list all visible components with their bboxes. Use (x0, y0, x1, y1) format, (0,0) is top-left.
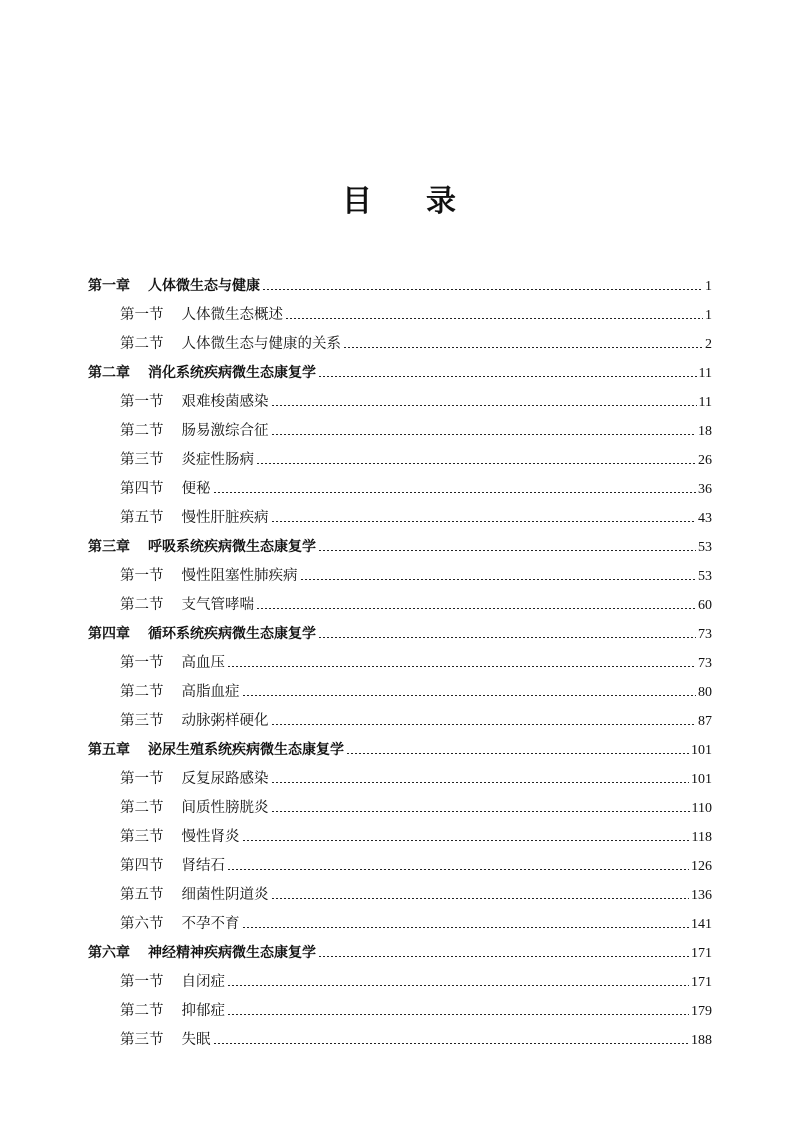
toc-entry-number: 第一节 (120, 394, 164, 410)
toc-entry-label (120, 968, 225, 997)
toc-entry-number: 第四章 (88, 626, 130, 642)
dot-leader (213, 492, 697, 493)
toc-entry-title: 慢性肝脏疾病 (181, 510, 269, 526)
toc-entry-title: 人体微生态与健康 (148, 278, 260, 294)
toc-section-entry[interactable] (88, 446, 712, 475)
toc-section-entry[interactable] (88, 591, 712, 620)
toc-page-number: 11 (698, 395, 712, 410)
toc-entry-label (88, 272, 260, 301)
toc-entry-title: 自闭症 (181, 974, 225, 990)
toc-section-entry[interactable] (88, 997, 712, 1026)
toc-entry-number: 第三节 (120, 452, 164, 468)
dot-leader (227, 869, 689, 870)
dot-leader (271, 782, 690, 783)
dot-leader (285, 318, 703, 319)
toc-page-number: 53 (698, 569, 712, 584)
toc-page-number: 18 (698, 424, 712, 439)
toc-entry-label (120, 301, 283, 330)
toc-entry-title: 间质性膀胱炎 (181, 800, 269, 816)
dot-leader (271, 811, 690, 812)
toc-entry-number: 第一节 (120, 307, 164, 323)
toc-page-number: 53 (698, 540, 712, 555)
toc-entry-title: 循环系统疾病微生态康复学 (148, 626, 316, 642)
toc-page-number: 11 (698, 366, 712, 381)
toc-section-entry[interactable] (88, 794, 712, 823)
toc-entry-number: 第二节 (120, 684, 164, 700)
toc-entry-label (120, 417, 269, 446)
toc-page-number: 101 (691, 743, 712, 758)
dot-leader (271, 434, 697, 435)
dot-leader (213, 1043, 690, 1044)
toc-entry-number: 第一节 (120, 568, 164, 584)
toc-page-number: 73 (698, 627, 712, 642)
toc-page-number: 73 (698, 656, 712, 671)
toc-section-entry[interactable] (88, 649, 712, 678)
toc-entry-label (120, 910, 240, 939)
toc-section-entry[interactable] (88, 330, 712, 359)
toc-entry-label (120, 1026, 211, 1055)
toc-page-number: 179 (691, 1004, 712, 1019)
toc-section-entry[interactable] (88, 475, 712, 504)
dot-leader (242, 840, 690, 841)
dot-leader (256, 463, 696, 464)
toc-section-entry[interactable] (88, 852, 712, 881)
toc-entry-label (120, 707, 269, 736)
toc-page-number: 136 (691, 888, 712, 903)
toc-page-number: 110 (691, 801, 712, 816)
toc-section-entry[interactable] (88, 910, 712, 939)
toc-section-entry[interactable] (88, 388, 712, 417)
dot-leader (271, 898, 690, 899)
toc-page-number: 126 (691, 859, 712, 874)
dot-leader (227, 666, 696, 667)
toc-page-number: 141 (691, 917, 712, 932)
toc-section-entry[interactable] (88, 823, 712, 852)
toc-entry-label (88, 620, 316, 649)
toc-page-number: 1 (705, 279, 712, 294)
toc-entry-label (120, 881, 269, 910)
toc-section-entry[interactable] (88, 678, 712, 707)
dot-leader (318, 956, 689, 957)
toc-chapter-entry[interactable] (88, 620, 712, 649)
dot-leader (271, 521, 697, 522)
toc-entry-title: 反复尿路感染 (181, 771, 269, 787)
dot-leader (318, 637, 696, 638)
toc-entry-title: 炎症性肠病 (181, 452, 254, 468)
toc-entry-number: 第三节 (120, 1032, 164, 1048)
page-title (0, 176, 800, 220)
toc-entry-title: 人体微生态与健康的关系 (181, 336, 341, 352)
dot-leader (242, 927, 690, 928)
toc-entry-title: 高血压 (181, 655, 225, 671)
toc-entry-number: 第六节 (120, 916, 164, 932)
toc-chapter-entry[interactable] (88, 736, 712, 765)
toc-entry-label (88, 359, 316, 388)
toc-entry-number: 第三节 (120, 713, 164, 729)
table-of-contents (88, 272, 712, 1055)
toc-entry-number: 第一节 (120, 974, 164, 990)
toc-section-entry[interactable] (88, 301, 712, 330)
toc-section-entry[interactable] (88, 1026, 712, 1055)
toc-entry-label (120, 649, 225, 678)
toc-chapter-entry[interactable] (88, 939, 712, 968)
toc-page-number: 43 (698, 511, 712, 526)
dot-leader (262, 289, 703, 290)
toc-entry-number: 第四节 (120, 858, 164, 874)
toc-entry-title: 失眠 (181, 1032, 211, 1048)
toc-section-entry[interactable] (88, 417, 712, 446)
title-char-1: 目 (342, 184, 374, 219)
toc-entry-label (120, 504, 269, 533)
toc-entry-label (88, 736, 344, 765)
toc-entry-title: 便秘 (181, 481, 211, 497)
toc-entry-title: 泌尿生殖系统疾病微生态康复学 (148, 742, 344, 758)
toc-chapter-entry[interactable] (88, 272, 712, 301)
dot-leader (227, 985, 689, 986)
toc-page-number: 188 (691, 1033, 712, 1048)
toc-entry-label (120, 591, 254, 620)
toc-entry-title: 细菌性阴道炎 (181, 887, 269, 903)
toc-section-entry[interactable] (88, 504, 712, 533)
toc-entry-title: 支气管哮喘 (181, 597, 254, 613)
toc-page-number: 171 (691, 946, 712, 961)
toc-entry-label (120, 765, 269, 794)
toc-entry-number: 第二节 (120, 597, 164, 613)
toc-entry-number: 第五节 (120, 887, 164, 903)
dot-leader (242, 695, 697, 696)
toc-entry-title: 抑郁症 (181, 1003, 225, 1019)
toc-page-number: 118 (691, 830, 712, 845)
title-char-2: 录 (426, 184, 458, 219)
dot-leader (318, 376, 697, 377)
toc-page-number: 60 (698, 598, 712, 613)
toc-entry-label (120, 330, 341, 359)
dot-leader (318, 550, 696, 551)
toc-entry-label (120, 794, 269, 823)
toc-section-entry[interactable] (88, 707, 712, 736)
dot-leader (256, 608, 696, 609)
toc-entry-number: 第一节 (120, 655, 164, 671)
toc-entry-number: 第五节 (120, 510, 164, 526)
toc-entry-label (120, 852, 225, 881)
toc-entry-label (120, 562, 298, 591)
toc-section-entry[interactable] (88, 562, 712, 591)
toc-entry-title: 肠易激综合征 (181, 423, 269, 439)
toc-entry-number: 第一节 (120, 771, 164, 787)
toc-page-number: 2 (705, 337, 712, 352)
toc-page-number: 1 (705, 308, 712, 323)
dot-leader (346, 753, 689, 754)
toc-entry-title: 肾结石 (181, 858, 225, 874)
toc-section-entry[interactable] (88, 968, 712, 997)
toc-page-number: 26 (698, 453, 712, 468)
toc-entry-number: 第三章 (88, 539, 130, 555)
toc-entry-title: 慢性阻塞性肺疾病 (181, 568, 298, 584)
toc-entry-number: 第四节 (120, 481, 164, 497)
toc-entry-number: 第二节 (120, 423, 164, 439)
toc-page-number: 171 (691, 975, 712, 990)
toc-entry-label (88, 939, 316, 968)
toc-chapter-entry[interactable] (88, 533, 712, 562)
toc-section-entry[interactable] (88, 881, 712, 910)
toc-entry-title: 消化系统疾病微生态康复学 (148, 365, 316, 381)
dot-leader (271, 724, 697, 725)
dot-leader (300, 579, 697, 580)
toc-entry-title: 呼吸系统疾病微生态康复学 (148, 539, 316, 555)
toc-entry-title: 高脂血症 (181, 684, 240, 700)
toc-entry-title: 动脉粥样硬化 (181, 713, 269, 729)
toc-entry-label (120, 678, 240, 707)
toc-entry-label (120, 446, 254, 475)
toc-entry-number: 第二节 (120, 336, 164, 352)
dot-leader (227, 1014, 689, 1015)
toc-entry-number: 第三节 (120, 829, 164, 845)
toc-entry-number: 第二节 (120, 800, 164, 816)
toc-entry-label (120, 997, 225, 1026)
toc-entry-number: 第二章 (88, 365, 130, 381)
toc-section-entry[interactable] (88, 765, 712, 794)
toc-page-number: 80 (698, 685, 712, 700)
toc-entry-number: 第一章 (88, 278, 130, 294)
toc-page-number: 36 (698, 482, 712, 497)
toc-entry-title: 慢性肾炎 (181, 829, 240, 845)
toc-entry-label (120, 823, 240, 852)
toc-entry-title: 人体微生态概述 (181, 307, 283, 323)
toc-page-number: 87 (698, 714, 712, 729)
toc-entry-number: 第六章 (88, 945, 130, 961)
dot-leader (343, 347, 703, 348)
toc-chapter-entry[interactable] (88, 359, 712, 388)
toc-entry-title: 不孕不育 (181, 916, 240, 932)
toc-entry-title: 艰难梭菌感染 (181, 394, 269, 410)
toc-entry-title: 神经精神疾病微生态康复学 (148, 945, 316, 961)
dot-leader (271, 405, 697, 406)
toc-entry-label (120, 388, 269, 417)
toc-entry-label (88, 533, 316, 562)
toc-entry-label (120, 475, 211, 504)
toc-entry-number: 第五章 (88, 742, 130, 758)
toc-page-number: 101 (691, 772, 712, 787)
toc-entry-number: 第二节 (120, 1003, 164, 1019)
